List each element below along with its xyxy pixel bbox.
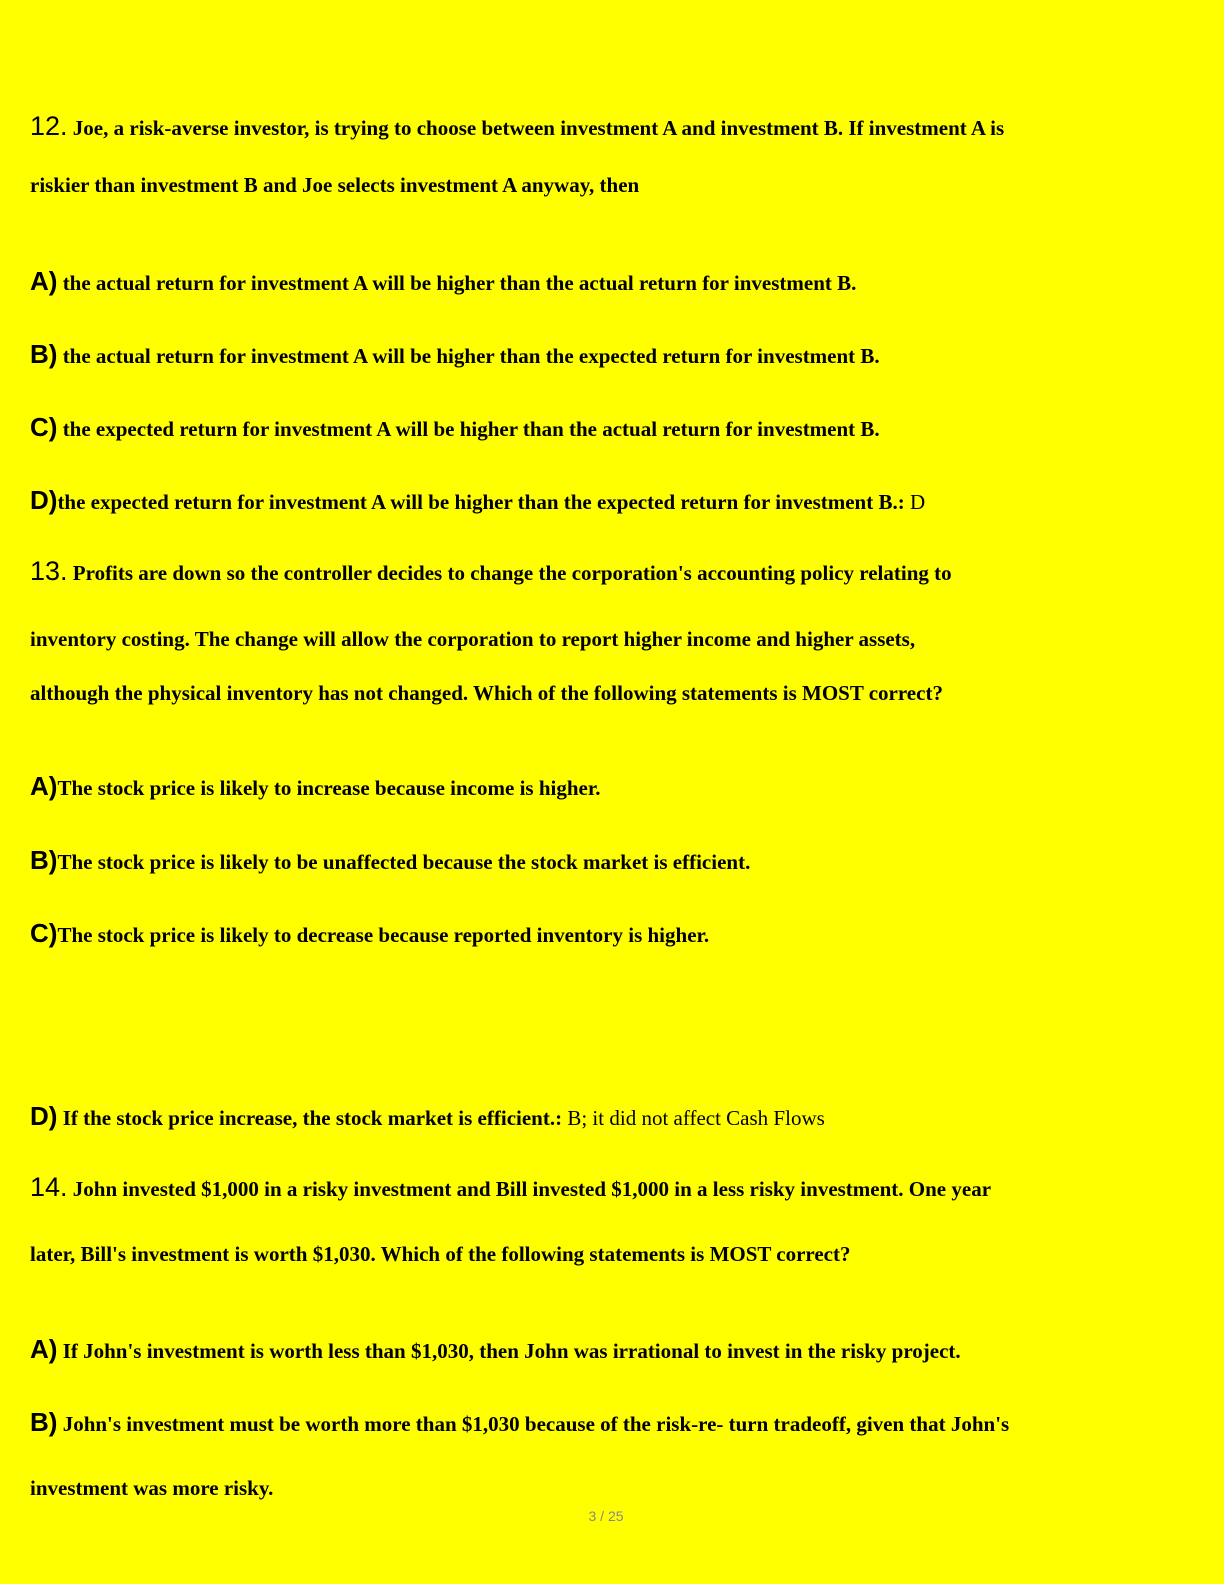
question-13-option-b — [30, 847, 750, 875]
option-text: the expected return for investment A will be higher than the expected return for investment B.: — [57, 490, 905, 514]
question-14-option-a — [30, 1336, 961, 1364]
question-12-option-b — [30, 341, 880, 369]
option-text: the actual return for investment A will be higher than the actual return for investment B. — [62, 271, 857, 295]
answer-text: D — [909, 490, 926, 514]
question-12-stem-line-1 — [30, 113, 1004, 141]
option-letter: B) — [30, 845, 58, 875]
question-number: 12. — [30, 111, 68, 141]
question-stem-text: John invested $1,000 in a risky investment and Bill invested $1,000 in a less risky investment. One year — [72, 1177, 992, 1201]
option-letter: A) — [30, 1334, 58, 1364]
option-text: The stock price is likely to decrease because reported inventory is higher. — [57, 923, 710, 947]
option-text: If John's investment is worth less than $1,030, then John was irrational to invest in the risky project. — [62, 1339, 961, 1363]
option-letter: D) — [30, 485, 58, 515]
question-14-option-b-continuation — [30, 1475, 273, 1501]
question-12-option-a — [30, 268, 856, 296]
question-14-stem-line-1 — [30, 1174, 991, 1202]
question-12-option-c — [30, 414, 880, 442]
option-letter: A) — [30, 266, 58, 296]
question-13-stem-line-2 — [30, 626, 915, 652]
question-number: 14. — [30, 1172, 68, 1202]
question-12-option-d — [30, 487, 925, 515]
answer-text: B; it did not affect Cash Flows — [567, 1106, 825, 1130]
option-text: the expected return for investment A will be higher than the actual return for investment B. — [62, 417, 880, 441]
option-letter: D) — [30, 1101, 58, 1131]
question-stem-text: later, Bill's investment is worth $1,030. Which of the following statements is MOST correct? — [30, 1242, 851, 1266]
question-14-stem-line-2 — [30, 1241, 851, 1267]
option-text: The stock price is likely to increase because income is higher. — [57, 776, 601, 800]
option-text: the actual return for investment A will be higher than the expected return for investment B. — [62, 344, 880, 368]
question-stem-text: although the physical inventory has not changed. Which of the following statements is MOST correct? — [30, 681, 943, 705]
question-stem-text: Joe, a risk-averse investor, is trying to choose between investment A and investment B. If investment A is — [72, 116, 1005, 140]
option-letter: A) — [30, 771, 58, 801]
question-14-option-b — [30, 1409, 1009, 1437]
question-number: 13. — [30, 556, 68, 586]
option-text: investment was more risky. — [30, 1476, 274, 1500]
question-13-stem-line-1 — [30, 558, 952, 586]
question-13-option-d — [30, 1103, 825, 1131]
question-stem-text: inventory costing. The change will allow the corporation to report higher income and higher assets, — [30, 627, 916, 651]
question-13-stem-line-3 — [30, 680, 943, 706]
option-text: The stock price is likely to be unaffected because the stock market is efficient. — [57, 850, 751, 874]
question-13-option-c — [30, 920, 709, 948]
option-text: If the stock price increase, the stock market is efficient.: — [62, 1106, 563, 1130]
question-12-stem-line-2 — [30, 172, 639, 198]
option-letter: B) — [30, 339, 58, 369]
option-letter: C) — [30, 412, 58, 442]
question-13-option-a — [30, 773, 600, 801]
page-indicator: 3 / 25 — [588, 1508, 624, 1524]
option-text: John's investment must be worth more than $1,030 because of the risk-re- turn tradeoff, given that John's — [62, 1412, 1010, 1436]
option-letter: C) — [30, 918, 58, 948]
option-letter: B) — [30, 1407, 58, 1437]
question-stem-text: riskier than investment B and Joe selects investment A anyway, then — [30, 173, 640, 197]
question-stem-text: Profits are down so the controller decides to change the corporation's accounting policy relating to — [72, 561, 952, 585]
